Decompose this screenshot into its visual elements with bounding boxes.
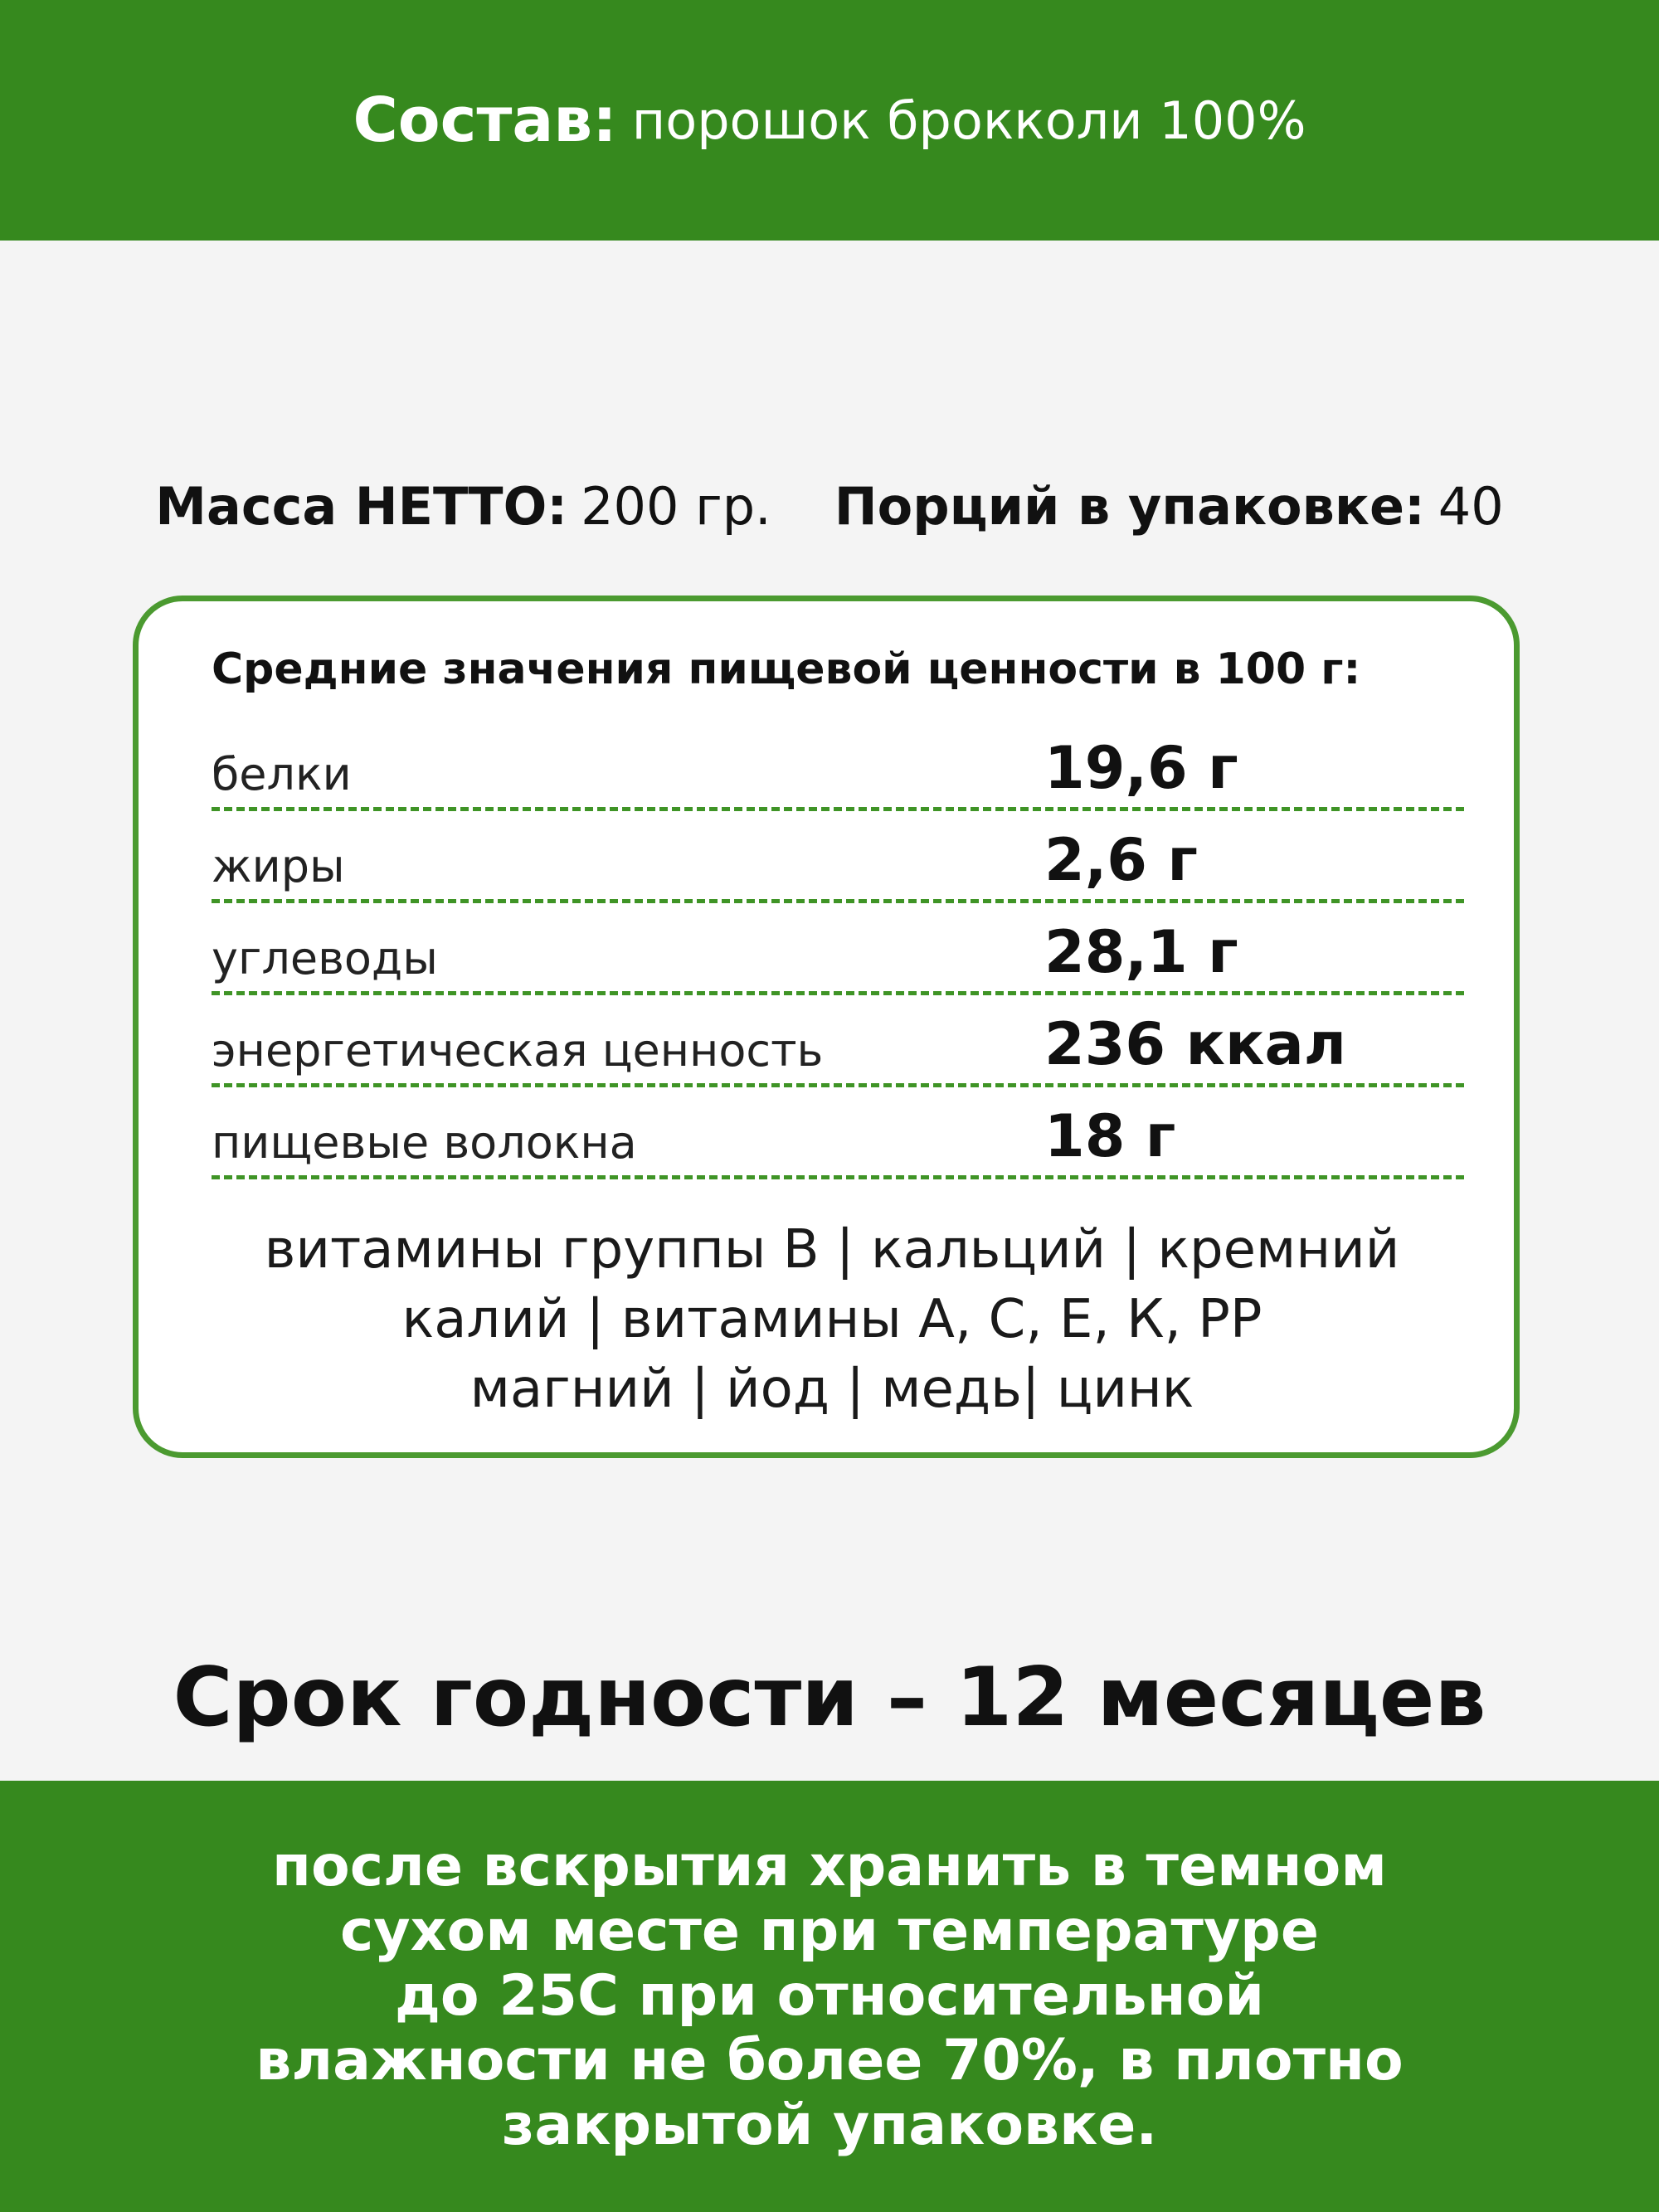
nutrition-panel xyxy=(133,596,1520,1458)
nutrition-row-energy xyxy=(212,995,1464,1087)
shelf-life-heading: Срок годности – 12 месяцев xyxy=(173,1650,1486,1745)
nutrition-table xyxy=(212,719,1464,1179)
storage-line: после вскрытия хранить в темном xyxy=(272,1834,1387,1899)
storage-line: влажности не более 70%, в плотно xyxy=(255,2028,1404,2093)
nutrient-amount: 2,6 г xyxy=(1044,826,1198,894)
nutrient-amount: 236 ккал xyxy=(1044,1010,1347,1078)
net-mass-label: Масса НЕТТО: xyxy=(155,475,568,537)
nutrient-name: жиры xyxy=(212,840,345,892)
vitamins-line: витамины группы В | кальций | кремний xyxy=(264,1219,1400,1281)
vitamins-line: магний | йод | медь| цинк xyxy=(469,1359,1194,1420)
nutrient-amount: 19,6 г xyxy=(1044,734,1238,802)
storage-banner xyxy=(0,1781,1659,2212)
nutrition-row-protein xyxy=(212,719,1464,811)
nutrient-amount: 18 г xyxy=(1044,1102,1176,1170)
nutrient-name: энергетическая ценность xyxy=(212,1024,824,1077)
vitamins-list xyxy=(155,1215,1509,1424)
vitamins-line: калий | витамины А, С, Е, К, РР xyxy=(401,1289,1262,1350)
nutrition-row-fiber xyxy=(212,1087,1464,1179)
nutrient-name: белки xyxy=(212,748,352,800)
servings-label: Порций в упаковке: xyxy=(834,475,1425,537)
storage-line: до 25С при относительной xyxy=(395,1963,1264,2029)
nutrient-name: углеводы xyxy=(212,932,438,984)
nutrition-row-carbs xyxy=(212,903,1464,995)
net-mass-value: 200 гр. xyxy=(581,475,771,537)
nutrition-row-fat xyxy=(212,811,1464,903)
composition-value: порошок брокколи 100% xyxy=(631,90,1306,151)
nutrient-amount: 28,1 г xyxy=(1044,918,1238,986)
nutrient-name: пищевые волокна xyxy=(212,1116,637,1169)
storage-line: закрытой упаковке. xyxy=(501,2093,1158,2158)
nutrition-title: Средние значения пищевой ценности в 100 г: xyxy=(212,644,1361,694)
composition-label: Состав: xyxy=(353,85,617,156)
storage-line: сухом месте при температуре xyxy=(340,1898,1319,1964)
servings-value: 40 xyxy=(1438,475,1504,537)
composition-banner xyxy=(0,0,1659,241)
package-info xyxy=(0,464,1659,547)
